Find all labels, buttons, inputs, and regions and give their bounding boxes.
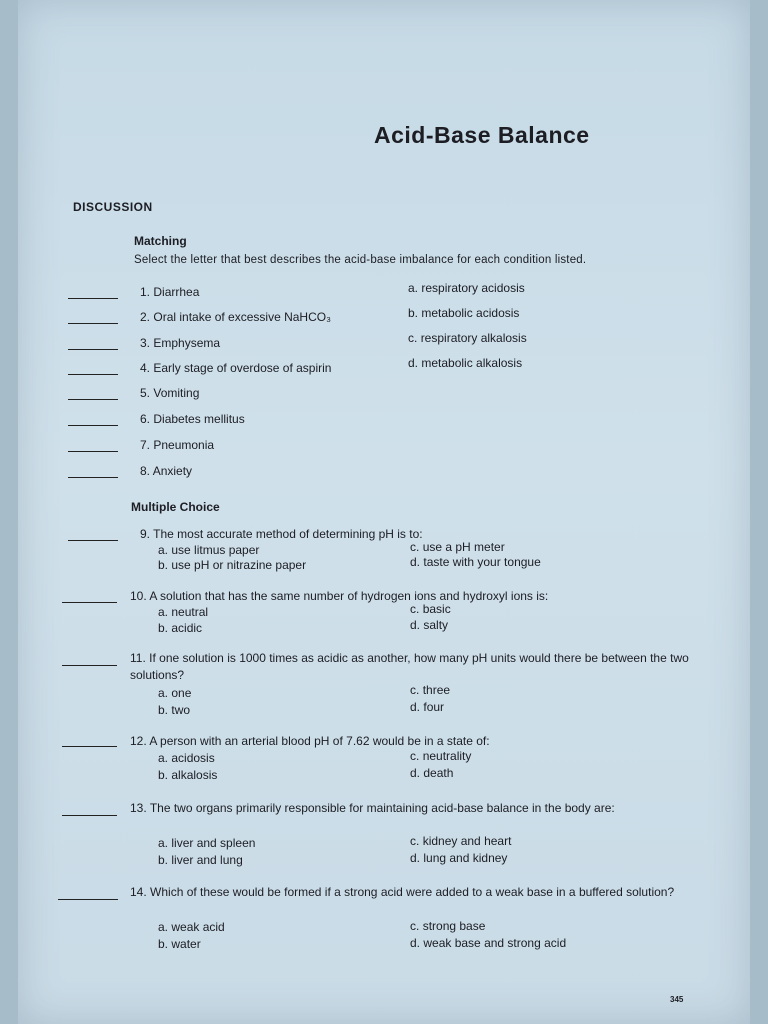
choice: c. basic (410, 602, 451, 616)
question: 11. If one solution is 1000 times as acidic as another, how many pH units would there be between the two solutions? (130, 651, 689, 682)
matching-item: 2. Oral intake of excessive NaHCO₃ (140, 310, 331, 324)
answer-blank[interactable] (62, 602, 117, 603)
answer-blank[interactable] (62, 665, 117, 666)
section-discussion: DISCUSSION (73, 200, 153, 214)
worksheet-page (18, 0, 750, 1024)
matching-item: 3. Emphysema (140, 336, 221, 350)
matching-item: 6. Diabetes mellitus (140, 412, 245, 426)
answer-blank[interactable] (68, 298, 118, 299)
choice: c. kidney and heart (410, 834, 512, 848)
answer-blank[interactable] (62, 815, 117, 816)
matching-option: d. metabolic alkalosis (408, 356, 523, 370)
question: 14. Which of these would be formed if a strong acid were added to a weak base in a buffered solution? (130, 885, 675, 899)
matching-option: c. respiratory alkalosis (408, 331, 527, 345)
answer-blank[interactable] (68, 374, 118, 375)
matching-item: 4. Early stage of overdose of aspirin (140, 361, 332, 375)
matching-instructions: Select the letter that best describes the acid-base imbalance for each condition listed. (134, 254, 587, 266)
choice: c. neutrality (410, 749, 472, 763)
choice: b. water (158, 937, 201, 951)
answer-blank[interactable] (68, 323, 118, 324)
answer-blank[interactable] (62, 746, 117, 747)
choice: d. taste with your tongue (410, 555, 541, 569)
answer-blank[interactable] (68, 399, 118, 400)
choice: a. weak acid (158, 920, 225, 934)
choice: d. four (410, 700, 445, 714)
choice: d. salty (410, 618, 449, 632)
matching-item: 8. Anxiety (140, 464, 193, 478)
choice: d. lung and kidney (410, 851, 508, 865)
question: 10. A solution that has the same number of hydrogen ions and hydroxyl ions is: (130, 589, 549, 603)
answer-blank[interactable] (68, 349, 118, 350)
matching-option: a. respiratory acidosis (408, 281, 525, 295)
answer-blank[interactable] (68, 540, 118, 541)
question: 9. The most accurate method of determining pH is to: (140, 527, 423, 541)
question: 13. The two organs primarily responsible for maintaining acid-base balance in the body are: (130, 801, 615, 815)
answer-blank[interactable] (68, 425, 118, 426)
page-title: Acid-Base Balance (374, 122, 590, 148)
answer-blank[interactable] (68, 451, 118, 452)
choice: b. liver and lung (158, 853, 243, 867)
choice: b. two (158, 703, 191, 717)
choice: a. one (158, 686, 192, 700)
question: 12. A person with an arterial blood pH of 7.62 would be in a state of: (130, 734, 490, 748)
choice: b. alkalosis (158, 768, 218, 782)
matching-item: 5. Vomiting (140, 386, 200, 400)
choice: a. acidosis (158, 751, 215, 765)
choice: c. three (410, 683, 451, 697)
matching-item: 1. Diarrhea (140, 285, 200, 299)
choice: c. strong base (410, 919, 486, 933)
choice: b. use pH or nitrazine paper (158, 558, 307, 572)
matching-option: b. metabolic acidosis (408, 306, 520, 320)
multiple-choice-heading: Multiple Choice (131, 500, 220, 514)
choice: a. use litmus paper (158, 543, 260, 557)
choice: d. death (410, 766, 454, 780)
choice: b. acidic (158, 621, 203, 635)
choice: d. weak base and strong acid (410, 936, 567, 950)
answer-blank[interactable] (68, 477, 118, 478)
choice: a. liver and spleen (158, 836, 256, 850)
page-number: 345 (670, 995, 684, 1004)
answer-blank[interactable] (58, 899, 118, 900)
matching-heading: Matching (134, 234, 187, 248)
matching-item: 7. Pneumonia (140, 438, 215, 452)
choice: a. neutral (158, 605, 209, 619)
choice: c. use a pH meter (410, 540, 505, 554)
